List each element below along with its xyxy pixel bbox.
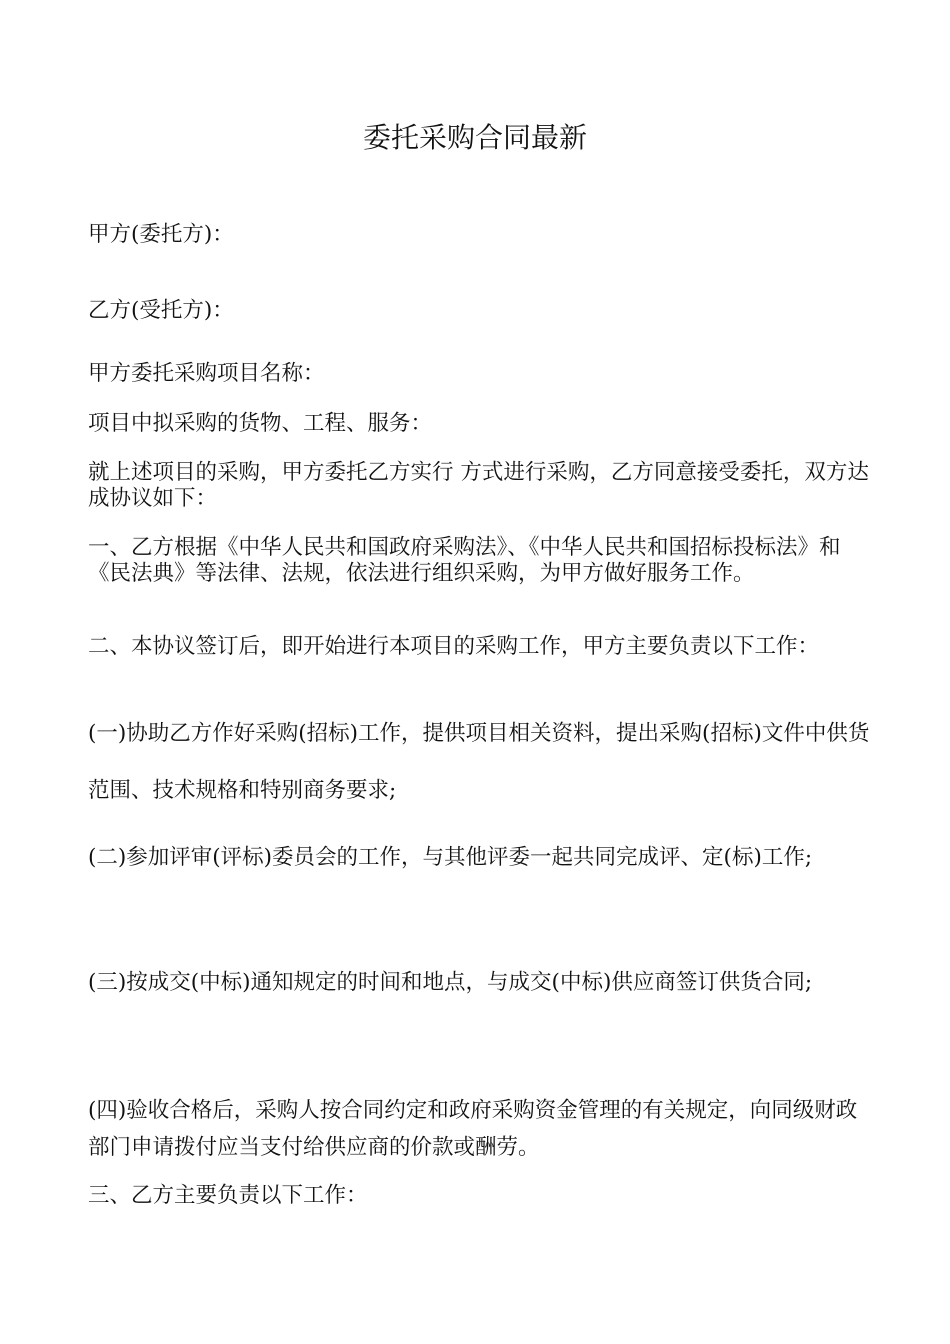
clause-two-item-3: (三)按成交(中标)通知规定的时间和地点，与成交(中标)供应商签订供货合同; [88, 970, 813, 995]
clause-two-item-4: (四)验收合格后，采购人按合同约定和政府采购资金管理的有关规定，向同级财政部门申请拨付应当支付给供应商的价款或酬劳。 [88, 1098, 858, 1160]
project-name-line: 甲方委托采购项目名称： [88, 361, 325, 386]
party-b-line: 乙方(受托方)： [88, 298, 234, 323]
clause-one-paragraph: 一、乙方根据《中华人民共和国政府采购法》、《中华人民共和国招标投标法》和《民法典》等法律、法规，依法进行组织采购，为甲方做好服务工作。 [88, 535, 841, 586]
document-title: 委托采购合同最新 [362, 121, 587, 154]
procurement-items-line: 项目中拟采购的货物、工程、服务： [88, 411, 433, 436]
clause-two-item-2: (二)参加评审(评标)委员会的工作，与其他评委一起共同完成评、定(标)工作; [88, 845, 813, 870]
clause-three-heading: 三、乙方主要负责以下工作： [88, 1183, 368, 1208]
agreement-intro-paragraph: 就上述项目的采购，甲方委托乙方实行 方式进行采购，乙方同意接受委托，双方达成协议如下： [88, 460, 869, 511]
clause-two-item-1: (一)协助乙方作好采购(招标)工作，提供项目相关资料，提出采购(招标)文件中供货范围、技术规格和特别商务要求; [88, 721, 870, 803]
clause-two-paragraph: 二、本协议签订后，即开始进行本项目的采购工作，甲方主要负责以下工作： [88, 634, 820, 659]
party-a-line: 甲方(委托方)： [88, 222, 234, 247]
